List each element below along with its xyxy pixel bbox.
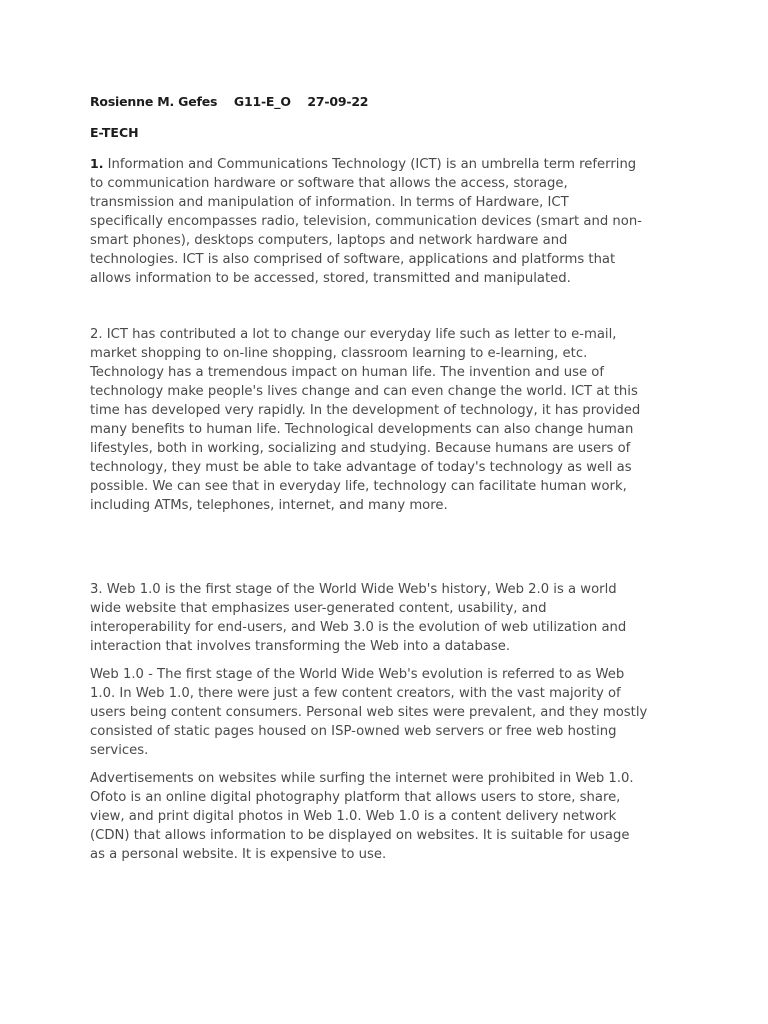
paragraph-2: [90, 325, 690, 515]
paragraph-line: 1. Information and Communications Technology (ICT) is an umbrella term referring: [90, 156, 637, 172]
paragraph-line: 2. ICT has contributed a lot to change our everyday life such as letter to e-mail,: [90, 327, 617, 342]
paragraph-line: 3. Web 1.0 is the first stage of the World Wide Web's history, Web 2.0 is a world: [90, 582, 617, 597]
paragraph-line: transmission and manipulation of information. In terms of Hardware, ICT: [90, 195, 569, 210]
paragraph-line: technology, they must be able to take advantage of today's technology as well as: [90, 460, 632, 475]
paragraph-line: technologies. ICT is also comprised of software, applications and platforms that: [90, 252, 616, 267]
paragraph-line: (CDN) that allows information to be displayed on websites. It is suitable for usage: [90, 828, 630, 843]
paragraph-line: including ATMs, telephones, internet, and many more.: [90, 498, 448, 513]
paragraph-line: users being content consumers. Personal web sites were prevalent, and they mostly: [90, 705, 648, 720]
paragraph-line: wide website that emphasizes user-generated content, usability, and: [90, 601, 547, 616]
paragraph-line: consisted of static pages housed on ISP-owned web servers or free web hosting: [90, 724, 617, 739]
subject-title: E-TECH: [90, 125, 139, 140]
paragraph-line: technology make people's lives change and can even change the world. ICT at this: [90, 384, 638, 399]
paragraph-line: interaction that involves transforming the Web into a database.: [90, 639, 511, 654]
paragraph-line: Web 1.0 - The first stage of the World Wide Web's evolution is referred to as Web: [90, 667, 625, 682]
paragraph-line: lifestyles, both in working, socializing and studying. Because humans are users of: [90, 441, 631, 456]
paragraph-line: to communication hardware or software that allows the access, storage,: [90, 176, 568, 191]
paragraph-line: time has developed very rapidly. In the development of technology, it has provided: [90, 403, 641, 418]
paragraph-3: [90, 580, 690, 656]
paragraph-line: services.: [90, 743, 149, 758]
paragraph-1: [90, 154, 690, 288]
author-header: Rosienne M. Gefes G11-E_O 27-09-22: [90, 94, 369, 109]
paragraph-line: many benefits to human life. Technological developments can also change human: [90, 422, 634, 437]
paragraph-line: Technology has a tremendous impact on human life. The invention and use of: [90, 365, 605, 380]
paragraph-line: as a personal website. It is expensive to use.: [90, 847, 387, 862]
paragraph-line: possible. We can see that in everyday life, technology can facilitate human work,: [90, 479, 627, 494]
paragraph-line: smart phones), desktops computers, laptops and network hardware and: [90, 233, 568, 248]
paragraph-line: view, and print digital photos in Web 1.0. Web 1.0 is a content delivery network: [90, 809, 617, 824]
paragraph-line: interoperability for end-users, and Web 3.0 is the evolution of web utilization and: [90, 620, 627, 635]
paragraph-4: [90, 665, 690, 760]
paragraph-line: allows information to be accessed, stored, transmitted and manipulated.: [90, 271, 571, 286]
paragraph-line: Advertisements on websites while surfing the internet were prohibited in Web 1.0.: [90, 771, 634, 786]
paragraph-line: market shopping to on-line shopping, classroom learning to e-learning, etc.: [90, 346, 588, 361]
item-number: 1.: [90, 156, 104, 171]
paragraph-line: 1.0. In Web 1.0, there were just a few content creators, with the vast majority of: [90, 686, 621, 701]
paragraph-line: Ofoto is an online digital photography platform that allows users to store, share,: [90, 790, 621, 805]
paragraph-line: specifically encompasses radio, television, communication devices (smart and non-: [90, 214, 642, 229]
paragraph-5: [90, 769, 690, 864]
